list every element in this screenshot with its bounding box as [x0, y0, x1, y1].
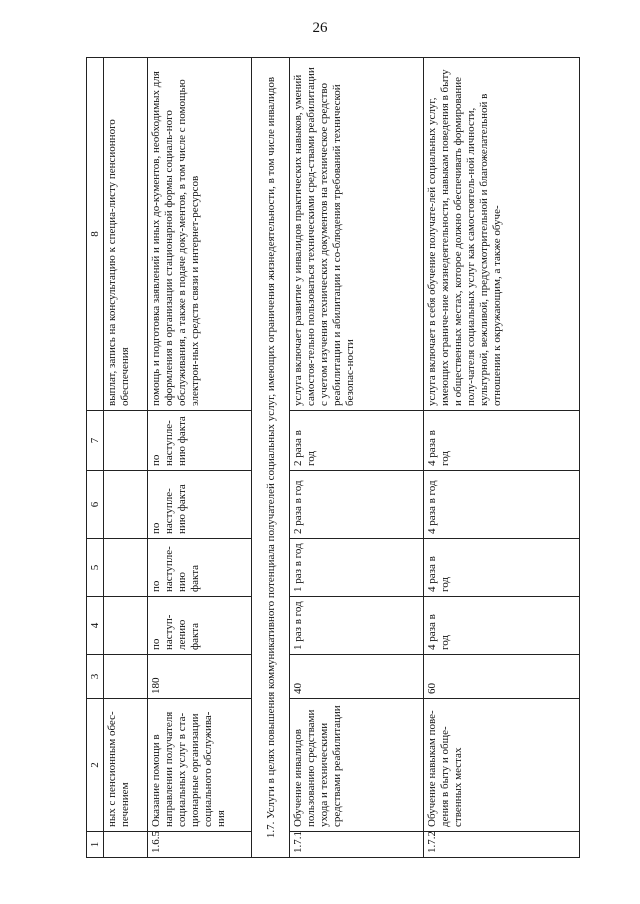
- table-row: [148, 58, 252, 858]
- cell-col3: 60: [424, 655, 580, 699]
- cell-col5: 1 раз в год: [290, 539, 424, 597]
- cell-col4: по наступ-лению факта: [148, 597, 252, 655]
- header-cell: 2: [87, 699, 104, 832]
- header-cell: 8: [87, 58, 104, 411]
- cell-col4: 4 раза в год: [424, 597, 580, 655]
- service-description: выплат, запись на консультацию к специа-листу пенсионного обеспечения: [104, 58, 148, 411]
- page-number: 26: [312, 20, 328, 36]
- service-name: Оказание помощи в направлении получателя социальных услуг в ста-ционарные организации социального обслужива-ния: [148, 699, 252, 832]
- cell-col6: 4 раза в год: [424, 471, 580, 539]
- header-cell: 5: [87, 539, 104, 597]
- service-description: услуга включает развитие у инвалидов практических навыков, умений самостоя-тельно пользоваться техническими сред-ствами реабилитации с учетом изучения технических документов на техническое средство реабилитации и абилитации и со-блюдения требований технической безопас-ности: [290, 58, 424, 411]
- cell-col3: 40: [290, 655, 424, 699]
- cell-col6: [104, 471, 148, 539]
- cell-col3: [104, 655, 148, 699]
- table-row: [290, 58, 424, 858]
- service-name: ных с пенсионным обес-печением: [104, 699, 148, 832]
- row-number: [104, 832, 148, 858]
- header-cell: 3: [87, 655, 104, 699]
- row-number: 1.7.2: [424, 832, 580, 858]
- table-row: [424, 58, 580, 858]
- section-title: 1.7. Услуги в целях повышения коммуникативного потенциала получателей социальных услуг, имеющих ограничения жизнедеятельности, в том числе инвалидов: [252, 58, 290, 858]
- service-description: помощь и подготовка заявлений и иных до-кументов, необходимых для оформления в организации стационарной формы социаль-ного обслуживания, а также в подаче доку-ментов, в том числе с помощью электрон-ных средств связи и интернет-ресурсов: [148, 58, 252, 411]
- cell-col6: по наступле-нию факта: [148, 471, 252, 539]
- service-name: Обучение навыкам пове-дения в быту и обще-ственных местах: [424, 699, 580, 832]
- table-row: [104, 58, 148, 858]
- services-table: [86, 57, 580, 858]
- cell-col6: 2 раза в год: [290, 471, 424, 539]
- row-number: 1.6.5: [148, 832, 252, 858]
- cell-col4: [104, 597, 148, 655]
- header-cell: 7: [87, 411, 104, 471]
- cell-col7: по наступле-нию факта: [148, 411, 252, 471]
- cell-col4: 1 раз в год: [290, 597, 424, 655]
- cell-col7: 4 раза в год: [424, 411, 580, 471]
- service-name: Обучение инвалидов пользованию средствами ухода и техническими средствами реабилитации: [290, 699, 424, 832]
- cell-col5: по наступле-нию факта: [148, 539, 252, 597]
- cell-col5: [104, 539, 148, 597]
- cell-col7: 2 раза в год: [290, 411, 424, 471]
- section-row: [252, 58, 290, 858]
- header-row: [87, 58, 104, 858]
- row-number: 1.7.1: [290, 832, 424, 858]
- cell-col3: 180: [148, 655, 252, 699]
- header-cell: 6: [87, 471, 104, 539]
- cell-col7: [104, 411, 148, 471]
- rotated-table-container: [86, 58, 580, 858]
- service-description: услуга включает в себя обучение получате-лей социальных услуг, имеющих ограниче-ние жизнедеятельности, навыкам поведения в быту и общественных местах, которое должно обеспечивать формирование полу-чателя социальных услуг как самостоятель-ной личности, культурной, вежливой, предусмотрительной и благожелательной в отношении к окружающим, а также обуче-: [424, 58, 580, 411]
- header-cell: 4: [87, 597, 104, 655]
- header-cell: 1: [87, 832, 104, 858]
- cell-col5: 4 раза в год: [424, 539, 580, 597]
